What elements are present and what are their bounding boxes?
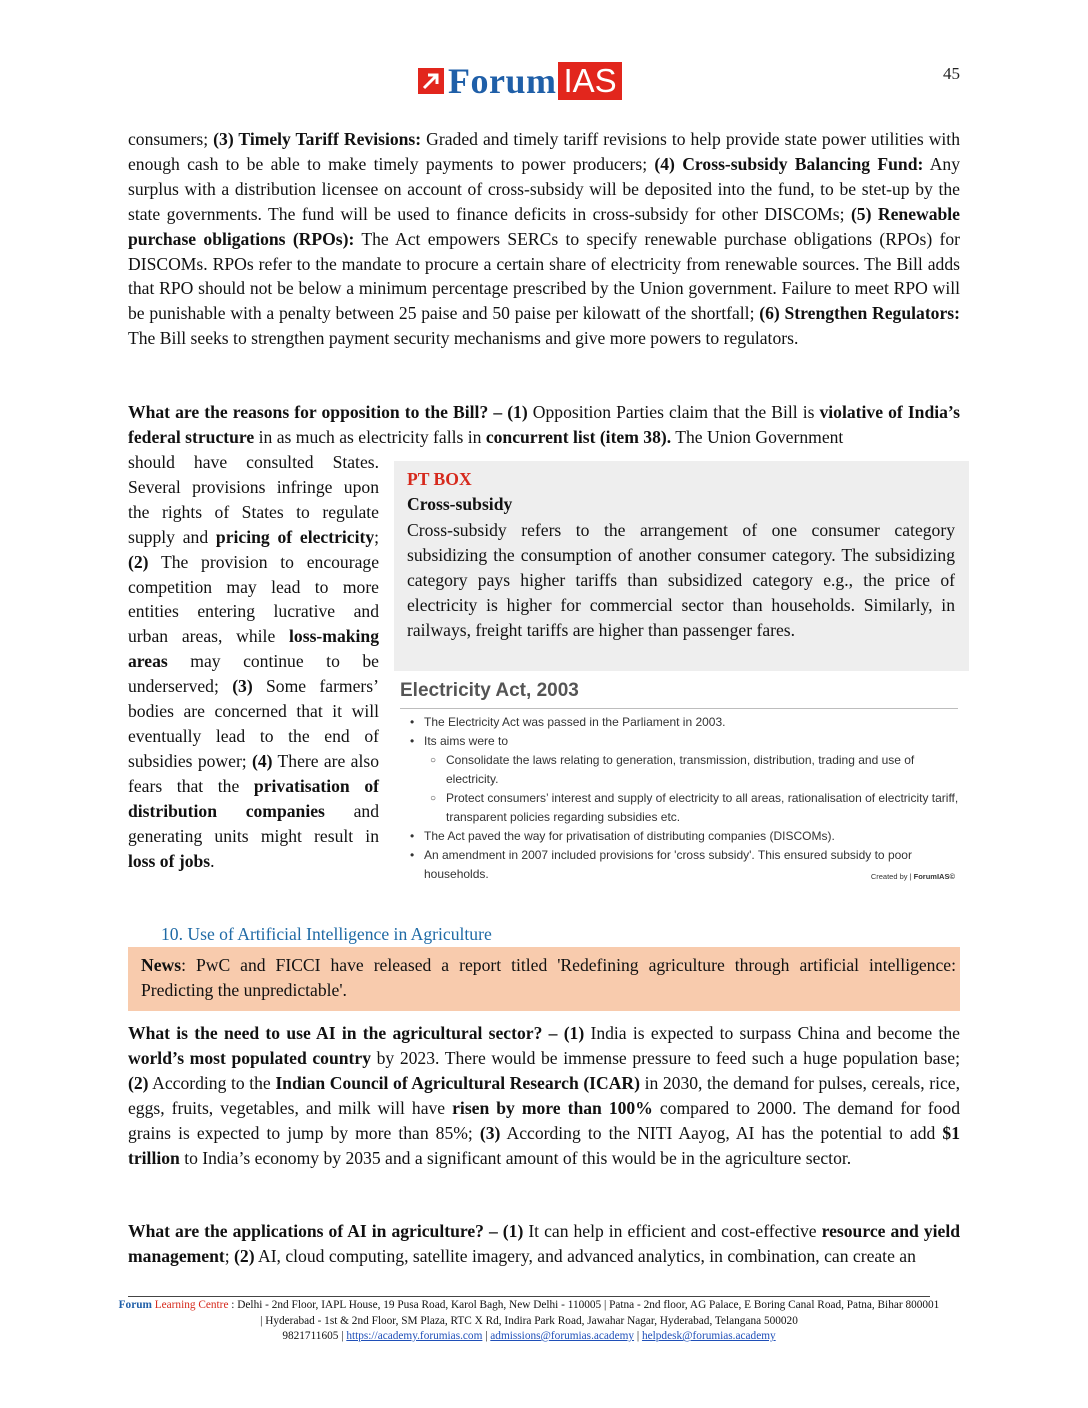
infographic-list [400,713,960,884]
infographic-credit: Created by | ForumIAS© [870,872,955,881]
sub-list-item: ○ Consolidate the laws relating to generation, transmission, distribution, trading and use of electricity. [430,753,915,786]
electricity-act-infographic [400,680,965,890]
section-heading: 10. Use of Artificial Intelligence in Agriculture [161,924,492,944]
pt-box-body: Cross-subsidy refers to the arrangement of one consumer category subsidizing the consumption of another consumer category. The subsidizing category pays higher tariffs than subsidized category e.g., the price of electricity is higher for commercial sector than households. Similarly, in railways, freight tariffs are higher than passenger fares. [407,520,955,640]
list-item: • The Act paved the way for privatisation of distributing companies (DISCOMs). [400,827,960,846]
sub-list-item: ○ Protect consumers’ interest and supply of electricity to all areas, rationalisation of electricity tariff, transparent policies regarding subsidies etc. [430,791,959,824]
bullet-icon: • [410,829,415,843]
paragraph-ai-need: What is the need to use AI in the agricultural sector? – (1) India is expected to surpass China and become the world’s most populated country by 2023. There would be immense pressure to feed such a huge population base; (2) According to the Indian Council of Agricultural Research (ICAR) in 2030, the demand for pulses, cereals, rice, eggs, fruits, vegetables, and milk will have risen by more than 100% compared to 2000. The demand for food grains is expected to jump by more than 85%; (3) According to the NITI Aayog, AI has the potential to add $1 trillion to India’s economy by 2035 and a significant amount of this would be in the agriculture sector. [128,1023,960,1168]
page-number: 45 [943,64,960,83]
paragraph-opposition-column: should have consulted States. Several provisions infringe upon the rights of States to regulate supply and pricing of electricity; (2) The provision to encourage competition may lead to more entities entering lucrative and urban areas, while loss-making areas may continue to be underserved; (3) Some farmers’ bodies are concerned that it will eventually lead to the end of subsidies power; (4) There are also fears that the privatisation of distribution companies and generating units might result in loss of jobs. [128,452,380,871]
pt-box [394,461,969,671]
list-item: • The Electricity Act was passed in the Parliament in 2003. [400,713,960,732]
logo-forum-text: Forum [448,61,557,101]
list-item: • Its aims were to [400,732,960,751]
list-item: • An amendment in 2007 included provisions for 'cross subsidy'. This ensured subsidy to poor households. [410,848,912,881]
website-link[interactable]: https://academy.forumias.com [346,1330,483,1342]
infographic-title: Electricity Act, 2003 [400,680,579,701]
footer-divider [128,1296,930,1297]
circle-bullet-icon: ○ [430,755,437,766]
infographic-divider [400,708,958,709]
pt-box-subtitle: Cross-subsidy [407,494,513,514]
bullet-icon: • [410,715,415,729]
paragraph-bill-provisions: consumers; (3) Timely Tariff Revisions: Graded and timely tariff revisions to help provide state power utilities with enough cash to be able to make timely payments to power producers; (4) Cross-subsidy Balancing Fund: Any surplus with a distribution licensee on account of cross-subsidy will be deposited into the fund, to be stet-up by the state governments. The fund will be used to finance deficits in cross-subsidy for other DISCOMs; (5) Renewable purchase obligations (RPOs): The Act empowers SERCs to specify renewable purchase obligations (RPOs) for DISCOMs. RPOs refer to the mandate to procure a certain share of electricity from renewable sources. The Bill adds that RPO should not be below a minimum percentage prescribed by the Union government. Failure to meet RPO will be punishable with a penalty between 25 paise and 50 paise per kilowatt of the shortfall; (6) Strengthen Regulators: The Bill seeks to strengthen payment security mechanisms and give more powers to regulators. [128,129,960,349]
paragraph-opposition-intro: What are the reasons for opposition to the Bill? – (1) Opposition Parties claim that the Bill is violative of India’s federal structure in as much as electricity falls in concurrent list (item 38). The Union Government [128,402,960,447]
news-box [128,947,960,1011]
pt-box-title: PT BOX [407,469,472,489]
bullet-icon: • [410,848,415,862]
forumias-logo [418,62,622,100]
admissions-email-link[interactable]: admissions@forumias.academy [490,1330,635,1342]
bullet-icon: • [410,734,415,748]
logo-ias-text: IAS [558,62,621,100]
footer: Forum Learning Centre : Delhi - 2nd Floor, IAPL House, 19 Pusa Road, Karol Bagh, New Delhi - 110005 | Patna - 2nd floor, AG Palace, E Boring Canal Road, Patna, Bihar 800001 | Hyderabad - 1st & 2nd Floor, SM Plaza, RTC X Rd, Indira Park Road, Jawahar Nagar, Hyderabad, Telangana 500020 9821711605 | https://academy.forumias.com | admissions@forumias.academy | helpdesk@forumias.academy [118,1299,940,1342]
logo-arrow-icon [418,68,444,94]
paragraph-ai-applications: What are the applications of AI in agriculture? – (1) It can help in efficient and cost-effective resource and yield management; (2) AI, cloud computing, satellite imagery, and advanced analytics, in combination, can create an [128,1221,960,1266]
news-text: News: PwC and FICCI have released a report titled 'Redefining agriculture through artificial intelligence: Predicting the unpredictable'. [141,955,956,1000]
helpdesk-email-link[interactable]: helpdesk@forumias.academy [641,1330,776,1342]
circle-bullet-icon: ○ [430,793,437,804]
